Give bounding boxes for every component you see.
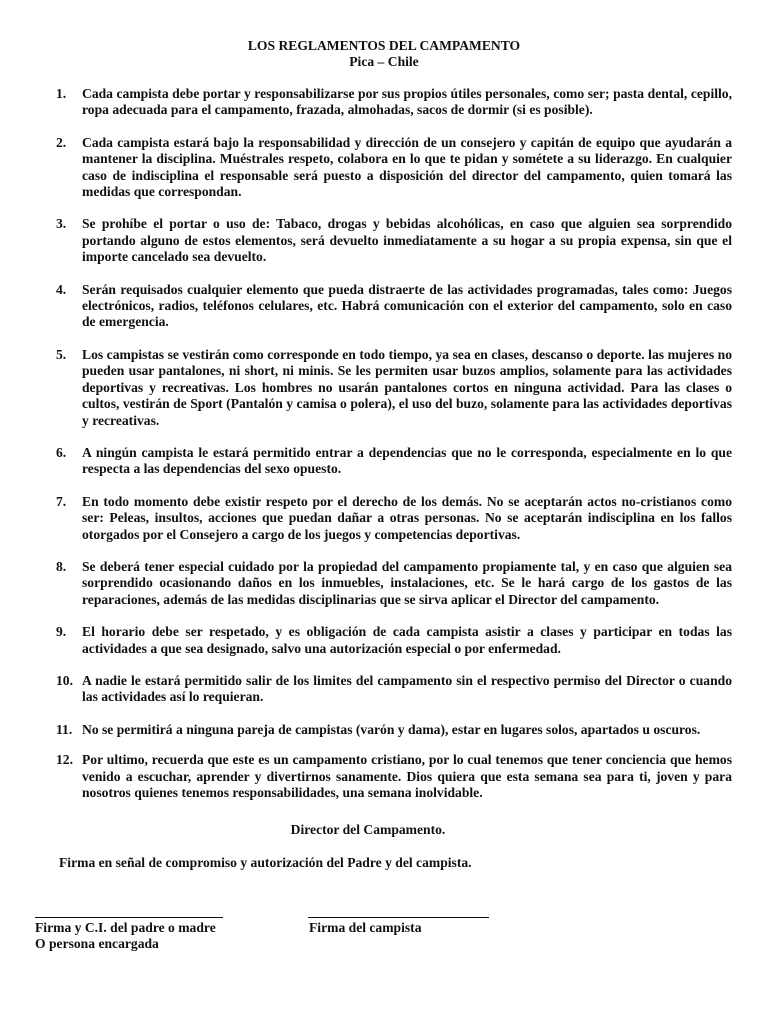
rule-number: 2.: [56, 134, 67, 150]
rule-text: Cada campista debe portar y responsabilizarse por sus propios útiles personales, como ser; pasta dental, cepillo, ropa adecuada para el campamento, frazada, almohadas, sacos de dormir (si es posible).: [82, 86, 732, 118]
rule-item: [56, 722, 732, 738]
commitment-statement: Firma en señal de compromiso y autorización del Padre y del campista.: [59, 855, 472, 870]
rule-item: [56, 673, 732, 706]
rule-number: 12.: [56, 752, 73, 768]
rule-text: No se permitirá a ninguna pareja de campistas (varón y dama), estar en lugares solos, apartados u oscuros.: [82, 721, 701, 737]
rule-item: [56, 347, 732, 429]
rule-text: A ningún campista le estará permitido entrar a dependencias que no le corresponda, especialmente en lo que respecta a las dependencias del sexo opuesto.: [82, 444, 732, 477]
rule-text: Serán requisados cualquier elemento que pueda distraerte de las actividades programadas, tales como: Juegos electrónicos, radios, teléfonos celulares, etc. Habrá comunicación con el exterior del campamento, solo en caso de emergencia.: [82, 281, 732, 330]
rule-item: [56, 752, 732, 801]
director-signoff: Director del Campamento.: [290, 822, 446, 837]
camper-signature-line: [308, 917, 489, 918]
rule-number: 8.: [56, 558, 67, 574]
rule-text: Cada campista estará bajo la responsabilidad y dirección de un consejero y capitán de equipo que ayudarán a mantener la disciplina. Muéstrales respeto, colabora en lo que te pidan y sométete a su liderazgo. En cualquier caso de indisciplina el responsable será puesto a disposición del director del campamento, quien tomará las medidas que correspondan.: [82, 134, 732, 200]
document-title: LOS REGLAMENTOS DEL CAMPAMENTO: [247, 38, 521, 53]
rules-list: [56, 86, 732, 801]
rule-item: [56, 135, 732, 201]
rule-number: 10.: [56, 672, 73, 688]
rule-number: 11.: [56, 721, 73, 737]
camper-signature-label: Firma del campista: [309, 920, 422, 935]
rule-number: 9.: [56, 624, 67, 640]
rule-text: Se prohíbe el portar o uso de: Tabaco, drogas y bebidas alcohólicas, en caso que alguien sea sorprendido portando alguno de estos elementos, será devuelto inmediatamente a su hogar a su propia expensa, sin que el importe cancelado sea devuelto.: [82, 216, 732, 265]
rule-item: [56, 624, 732, 657]
rule-number: 3.: [56, 216, 67, 232]
document-subtitle: Pica – Chile: [349, 54, 419, 69]
rule-item: [56, 282, 732, 331]
parent-signature-line: [35, 917, 223, 918]
rule-number: 7.: [56, 493, 67, 509]
rule-item: [56, 445, 732, 478]
rule-item: [56, 216, 732, 265]
rule-number: 5.: [56, 346, 67, 362]
rule-text: A nadie le estará permitido salir de los limites del campamento sin el respectivo permiso del Director o cuando las actividades así lo requieran.: [82, 672, 732, 705]
parent-signature-label-alt: O persona encargada: [35, 936, 159, 951]
rule-number: 6.: [56, 444, 67, 460]
rule-item: [56, 494, 732, 543]
rule-number: 4.: [56, 281, 67, 297]
rule-item: [56, 86, 732, 119]
rule-text: Los campistas se vestirán como corresponde en todo tiempo, ya sea en clases, descanso o deporte. las mujeres no pueden usar pantalones, ni short, ni minis. Se les permiten usar buzos amplios, solamente para las actividades deportivas y recreativas. Los hombres no usarán pantalones cortos en ninguna actividad. Para las clases o cultos, vestirán de Sport (Pantalón y camisa o polera), el uso del buzo, solamente para las actividades deportivas y recreativas.: [82, 346, 732, 428]
rule-item: [56, 559, 732, 608]
rule-number: 1.: [56, 86, 67, 101]
parent-signature-label: Firma y C.I. del padre o madre: [35, 920, 216, 935]
rule-text: Por ultimo, recuerda que este es un campamento cristiano, por lo cual tenemos que tener conciencia que hemos venido a escuchar, aprender y divertirnos sanamente. Dios quiera que esta semana sea para ti, joven y para nosotros quienes tenemos responsabilidades, una semana inolvidable.: [82, 752, 732, 800]
rule-text: En todo momento debe existir respeto por el derecho de los demás. No se aceptarán actos no-cristianos como ser: Peleas, insultos, acciones que puedan dañar a otras personas. No se aceptarán indisciplina en los fallos otorgados por el Consejero a cargo de los juegos y competencias deportivas.: [82, 493, 732, 542]
rule-text: Se deberá tener especial cuidado por la propiedad del campamento propiamente tal, y en caso que alguien sea sorprendido ocasionando daños en los inmuebles, instalaciones, etc. Se le hará cargo de los gastos de las reparaciones, además de las medidas disciplinarias que se sirva aplicar el Director del campamento.: [82, 558, 732, 607]
rule-text: El horario debe ser respetado, y es obligación de cada campista asistir a clases y participar en todas las actividades a que sea designado, salvo una autorización especial o por enfermedad.: [82, 624, 732, 656]
